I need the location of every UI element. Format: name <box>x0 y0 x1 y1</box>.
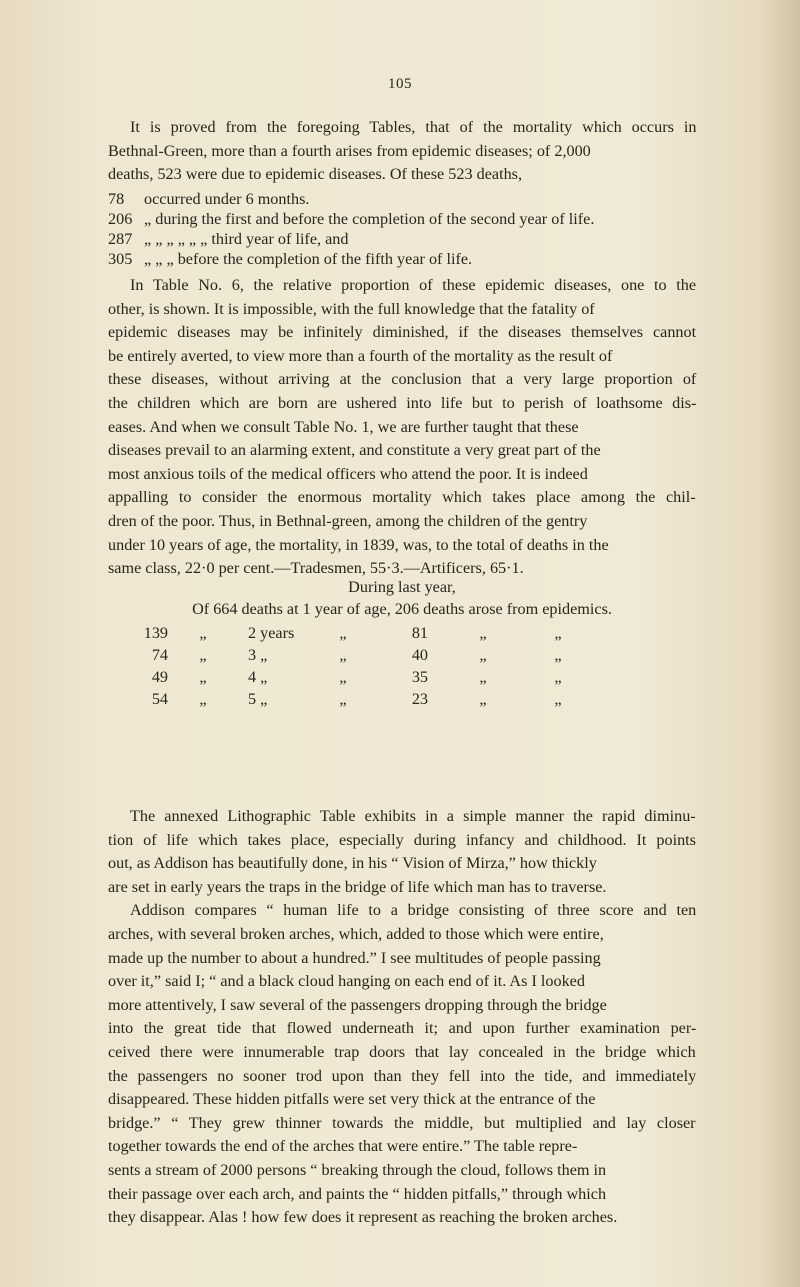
breakdown-text: „ „ „ before the completion of the fifth year of life. <box>144 250 473 268</box>
paragraph-line: into the great tide that flowed underneath it; and upon further examination per- <box>108 1019 697 1038</box>
cell-age: 3 „ <box>248 646 268 664</box>
cell-epidemic-deaths: 23 <box>411 690 428 708</box>
cell-ditto: „ <box>554 668 562 686</box>
breakdown-row <box>108 249 696 269</box>
breakdown-row <box>108 209 696 229</box>
paragraph-line: over it,” said I; “ and a black cloud hanging on each end of it. As I looked <box>108 972 585 991</box>
cell-ditto: „ <box>554 624 562 642</box>
paragraph-line: epidemic diseases may be infinitely diminished, if the diseases themselves cannot <box>108 323 697 342</box>
cell-ditto: „ <box>199 690 207 708</box>
paragraph-line: bridge.” “ They grew thinner towards the middle, but multiplied and lay closer <box>108 1113 696 1132</box>
cell-ditto: „ <box>554 646 562 664</box>
cell-deaths: 54 <box>151 690 168 708</box>
paragraph-line: Addison compares “ human life to a bridge consisting of three score and ten <box>130 901 697 920</box>
intro-paragraph <box>108 116 696 187</box>
paragraph-line: other, is shown. It is impossible, with the full knowledge that the fatality of <box>108 299 595 318</box>
cell-deaths: 74 <box>151 646 168 664</box>
cell-ditto: „ <box>199 624 207 642</box>
breakdown-row <box>108 229 696 249</box>
paragraph-line: most anxious toils of the medical officers who attend the poor. It is indeed <box>108 464 588 483</box>
table-row <box>108 646 696 668</box>
breakdown-text: „ „ „ „ „ „ third year of life, and <box>144 230 349 248</box>
paragraph-line: these diseases, without arriving at the conclusion that a very large proportion of <box>108 370 697 389</box>
paragraph-line: arches, with several broken arches, which, added to those which were entire, <box>108 924 604 943</box>
cell-ditto: „ <box>339 624 347 642</box>
death-breakdown <box>108 189 696 269</box>
intro-line: It is proved from the foregoing Tables, that of the mortality which occurs in <box>130 118 697 136</box>
cell-ditto: „ <box>199 646 207 664</box>
intro-line: Bethnal-Green, more than a fourth arises from epidemic diseases; of 2,000 <box>108 141 591 160</box>
cell-ditto: „ <box>479 690 487 708</box>
breakdown-count: 305 <box>108 250 133 268</box>
cell-age: 5 „ <box>248 690 268 708</box>
paragraph-line: sents a stream of 2000 persons “ breaking through the cloud, follows them in <box>108 1160 607 1179</box>
paragraph-line: are set in early years the traps in the bridge of life which man has to traverse. <box>108 877 607 896</box>
paragraph-line: the children which are born are ushered into life but to perish of loathsome dis- <box>108 393 697 412</box>
cell-ditto: „ <box>199 668 207 686</box>
paragraph-line: under 10 years of age, the mortality, in 1839, was, to the total of deaths in the <box>108 535 609 554</box>
paragraph-line: more attentively, I saw several of the passengers dropping through the bridge <box>108 995 607 1014</box>
paragraph-line: same class, 22·0 per cent.—Tradesmen, 55·3.—Artificers, 65·1. <box>108 559 524 578</box>
intro-line: deaths, 523 were due to epidemic diseases. Of these 523 deaths, <box>108 165 523 184</box>
breakdown-text: occurred under 6 months. <box>144 190 310 208</box>
cell-deaths: 49 <box>151 668 168 686</box>
page-edge-shadow <box>760 0 800 1287</box>
paragraph-line: ceived there were innumerable trap doors that lay concealed in the bridge which <box>108 1042 696 1061</box>
cell-ditto: „ <box>479 624 487 642</box>
paragraph-line: eases. And when we consult Table No. 1, we are further taught that these <box>108 417 579 436</box>
breakdown-row <box>108 189 696 209</box>
table-row <box>108 624 696 646</box>
breakdown-text: „ during the first and before the completion of the second year of life. <box>144 210 595 228</box>
table-six-paragraph <box>108 274 696 581</box>
paragraph-line: be entirely averted, to view more than a fourth of the mortality as the result of <box>108 346 613 365</box>
cell-ditto: „ <box>479 668 487 686</box>
cell-ditto: „ <box>479 646 487 664</box>
table-caption: During last year, <box>348 578 456 596</box>
cell-epidemic-deaths: 35 <box>411 668 428 686</box>
cell-ditto: „ <box>554 690 562 708</box>
page-number: 105 <box>388 76 412 92</box>
paragraph-line: dren of the poor. Thus, in Bethnal-green, among the children of the gentry <box>108 511 588 530</box>
breakdown-count: 206 <box>108 210 133 228</box>
paragraph-line: the passengers no sooner trod upon than they fell into the tide, and immediately <box>108 1066 697 1085</box>
cell-ditto: „ <box>339 646 347 664</box>
cell-deaths: 139 <box>143 624 168 642</box>
paragraph-line: appalling to consider the enormous mortality which takes place among the chil- <box>108 488 696 507</box>
paragraph-line: together towards the end of the arches that were entire.” The table repre- <box>108 1137 578 1156</box>
paragraph-line: disappeared. These hidden pitfalls were set very thick at the entrance of the <box>108 1090 596 1109</box>
cell-age: 4 „ <box>248 668 268 686</box>
paragraph-line: out, as Addison has beautifully done, in his “ Vision of Mirza,” how thickly <box>108 854 597 873</box>
epidemic-deaths-table <box>108 578 696 712</box>
paragraph-line: diseases prevail to an alarming extent, and constitute a very great part of the <box>108 441 601 460</box>
table-row <box>108 668 696 690</box>
paragraph-line: made up the number to about a hundred.” I see multitudes of people passing <box>108 948 601 967</box>
breakdown-count: 78 <box>108 190 125 208</box>
cell-age: 2 years <box>248 624 295 642</box>
cell-epidemic-deaths: 40 <box>411 646 428 664</box>
cell-epidemic-deaths: 81 <box>411 624 428 642</box>
paragraph-line: The annexed Lithographic Table exhibits in a simple manner the rapid diminu- <box>130 807 696 825</box>
cell-ditto: „ <box>339 690 347 708</box>
cell-ditto: „ <box>339 668 347 686</box>
paragraph-line: their passage over each arch, and paints the “ hidden pitfalls,” through which <box>108 1184 607 1203</box>
breakdown-count: 287 <box>108 230 133 248</box>
table-header: Of 664 deaths at 1 year of age, 206 deaths arose from epidemics. <box>192 600 612 618</box>
paragraph-line: they disappear. Alas ! how few does it represent as reaching the broken arches. <box>108 1208 618 1227</box>
paragraph-line: tion of life which takes place, especially during infancy and childhood. It points <box>108 830 696 849</box>
paragraph-line: In Table No. 6, the relative proportion of these epidemic diseases, one to the <box>130 276 697 294</box>
lithographic-table-paragraph <box>108 805 696 1230</box>
table-row <box>108 690 696 712</box>
